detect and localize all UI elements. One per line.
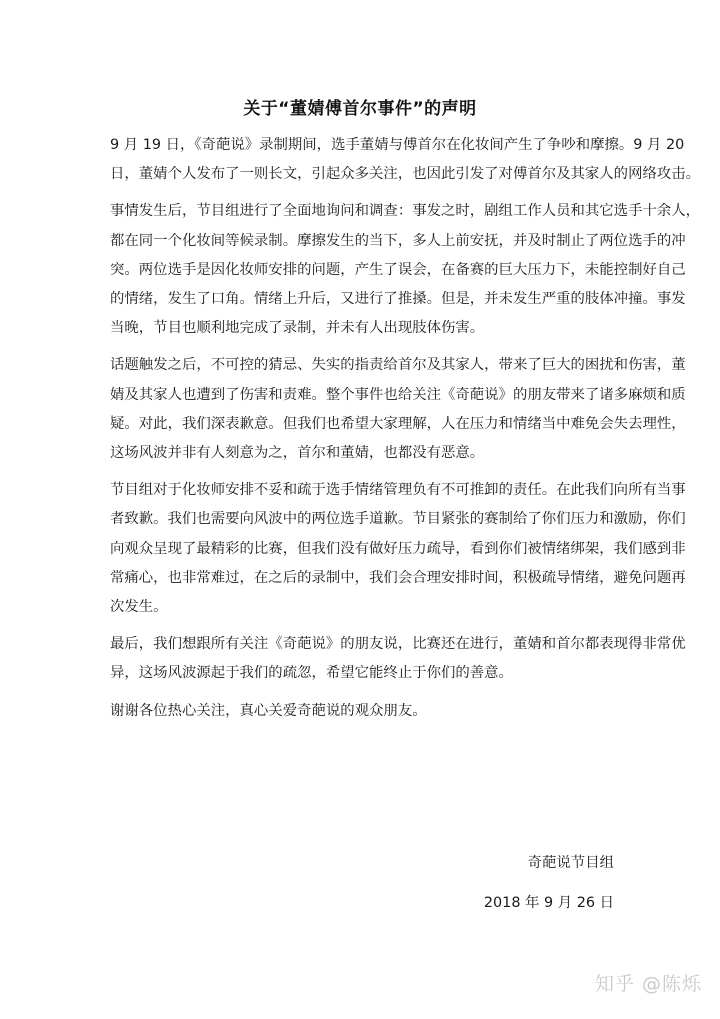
statement-body [110,131,701,734]
text-line: 次发生。 [110,599,168,616]
text-line: 当晚，节目也顺利地完成了录制，并未有人出现肢体伤害。 [110,320,485,337]
paragraph-5 [110,630,686,688]
paragraph-3 [110,351,686,468]
text-line: 婧及其家人也遭到了伤害和责难。整个事件也给关注《奇葩说》的朋友带来了诸多麻烦和质 [110,386,686,403]
text-line: 者致歉。我们也需要向风波中的两位选手道歉。节目紧张的赛制给了你们压力和激励，你们 [110,511,686,528]
text-line: 疑。对此，我们深表歉意。但我们也希望大家理解，人在压力和情绪当中难免会失去理性， [110,415,686,432]
text-line: 谢谢各位热心关注，真心关爱奇葩说的观众朋友。 [110,702,427,719]
text-line: 日，董婧个人发布了一则长文，引起众多关注，也因此引发了对傅首尔及其家人的网络攻击。 [110,166,701,183]
paragraph-6 [110,697,616,726]
text-line: 向观众呈现了最精彩的比赛，但我们没有做好压力疏导，看到你们被情绪绑架，我们感到非 [110,540,686,557]
text-line: 突。两位选手是因化妆师安排的问题，产生了误会，在备赛的巨大压力下，未能控制好自己 [110,261,686,278]
text-line: 事情发生后，节目组进行了全面地询问和调查：事发之时，剧组工作人员和其它选手十余人， [110,203,701,220]
paragraph-2 [110,197,701,343]
text-line: 的情绪，发生了口角。情绪上升后，又进行了推搡。但是，并未发生严重的肢体冲撞。事发 [110,291,686,308]
text-line: 9 月 19 日，《奇葩说》录制期间，选手董婧与傅首尔在化妆间产生了争吵和摩擦。9 月 20 [110,137,685,153]
text-line: 节目组对于化妆师安排不妥和疏于选手情绪管理负有不可推卸的责任。在此我们向所有当事 [110,482,686,499]
text-line: 最后，我们想跟所有关注《奇葩说》的朋友说，比赛还在进行，董婧和首尔都表现得非常优 [110,636,686,653]
signature-date: 2018 年 9 月 26 日 [483,895,614,911]
text-line: 话题触发之后，不可控的猜忌、失实的指责给首尔及其家人，带来了巨大的困扰和伤害，董 [110,357,686,374]
text-line: 这场风波并非有人刻意为之，首尔和董婧，也都没有恶意。 [110,445,485,462]
text-line: 常痛心，也非常难过，在之后的录制中，我们会合理安排时间，积极疏导情绪，避免问题再 [110,569,686,586]
statement-title: 关于“董婧傅首尔事件”的声明 [243,99,477,119]
text-line: 都在同一个化妆间等候录制。摩擦发生的当下，多人上前安抚，并及时制止了两位选手的冲 [110,232,686,249]
zhihu-watermark: 知乎 @陈烁 [594,973,702,995]
text-line: 异，这场风波源起于我们的疏忽，希望它能终止于你们的善意。 [110,665,513,682]
signature-organization: 奇葩说节目组 [527,855,614,871]
paragraph-4 [110,476,686,622]
paragraph-1 [110,131,701,189]
